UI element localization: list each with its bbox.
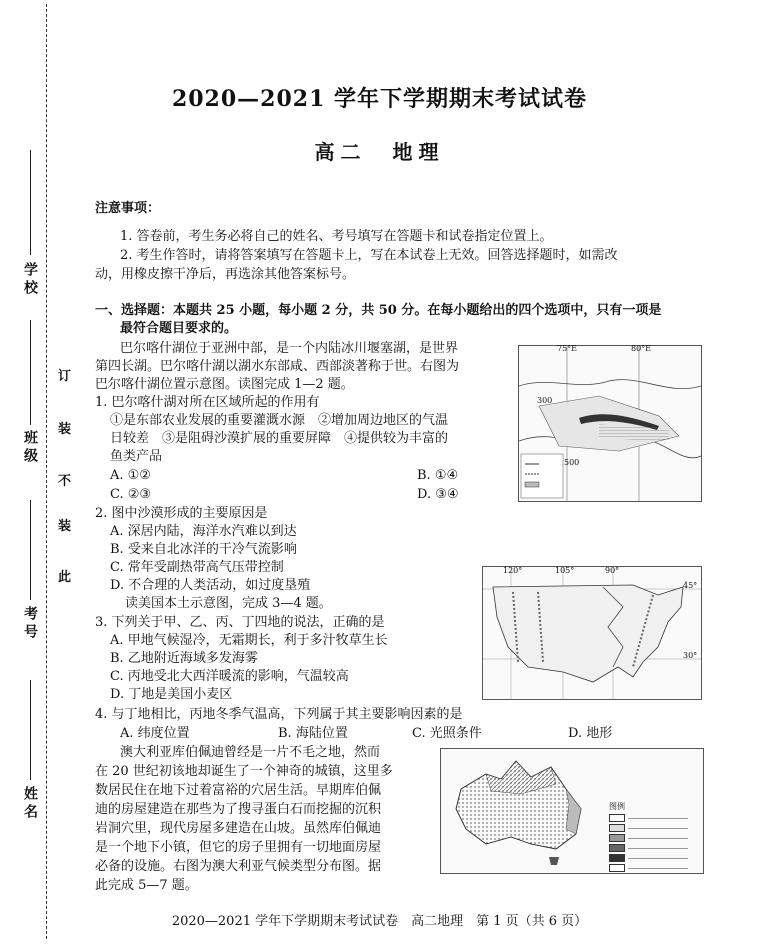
- notice-item-2b: 动，用橡皮擦干净后，再选涂其他答案标号。: [95, 267, 356, 282]
- q4-option-c[interactable]: C. 光照条件: [412, 726, 482, 741]
- notice-heading: 注意事项：: [95, 201, 161, 216]
- page-footer: 2020—2021 学年下学期期末考试试卷 高二地理 第 1 页（共 6 页）: [171, 914, 588, 929]
- balkhash-map-graphic: [519, 346, 701, 501]
- q4-option-b[interactable]: B. 海陆位置: [278, 726, 348, 741]
- q3-option-a[interactable]: A. 甲地气候湿冷，无霜期长，利于多汁牧草生长: [110, 633, 388, 648]
- q3-option-b[interactable]: B. 乙地附近海域多发海雾: [110, 651, 258, 666]
- q3-stem: 3. 下列关于甲、乙、丙、丁四地的说法，正确的是: [95, 615, 385, 630]
- passage-2-line-4: 迪的房屋建造在那些为了搜寻蛋白石而挖掘的沉积: [95, 802, 382, 817]
- q4-option-a[interactable]: A. 纬度位置: [120, 726, 190, 741]
- q3-option-c[interactable]: C. 丙地受北大西洋暖流的影响，气温较高: [110, 669, 349, 684]
- passage-2-line-2: 在 20 世纪初该地却诞生了一个神奇的城镇，这里多: [95, 764, 393, 779]
- passage-2-line-7: 必备的设施。右图为澳大利亚气候类型分布图。据: [95, 859, 382, 874]
- margin-class-label: 班级: [22, 430, 38, 466]
- legend-row-1: [609, 814, 699, 822]
- q3-option-d[interactable]: D. 丁地是美国小麦区: [110, 687, 233, 702]
- legend-title: 图例: [609, 802, 625, 811]
- page-title: 2020—2021 学年下学期期末考试试卷: [171, 86, 588, 112]
- balkhash-lake-map: [518, 345, 702, 502]
- australia-map-legend: [609, 801, 699, 874]
- usa-map-graphic: [483, 567, 701, 699]
- map2-lon-105: 105°: [555, 566, 575, 575]
- usa-map: [482, 566, 702, 700]
- map1-lon-75: 75°E: [557, 344, 578, 353]
- passage-2-line-5: 岩洞穴里，现代房屋多建造在山坡。虽然库伯佩迪: [95, 821, 382, 836]
- page-subtitle: 高二 地理: [314, 140, 445, 164]
- q1-option-b[interactable]: B. ①④: [417, 468, 459, 483]
- margin-school-label: 学校: [22, 262, 38, 298]
- legend-row-5: [609, 854, 699, 862]
- seal-char-3: 不: [58, 474, 72, 489]
- q1-statements-2: 日较差 ③是阻碍沙漠扩展的重要屏障 ④提供较为丰富的: [110, 431, 449, 446]
- q2-option-a[interactable]: A. 深居内陆，海洋水汽难以到达: [110, 524, 297, 539]
- passage-2-line-3: 数居民住在地下过着富裕的穴居生活。早期库伯佩: [95, 783, 382, 798]
- notice-item-1: 1. 答卷前，考生务必将自己的姓名、考号填写在答题卡和试卷指定位置上。: [120, 229, 553, 244]
- legend-row-3: [609, 834, 699, 842]
- q2-option-b[interactable]: B. 受来自北冰洋的干冷气流影响: [110, 542, 297, 557]
- map2-lon-120: 120°: [503, 566, 523, 575]
- passage-2-line-6: 是一个地下小镇，但它的房子里拥有一切地面房屋: [95, 840, 382, 855]
- notice-item-2a: 2. 考生作答时，请将答案填写在答题卡上，写在本试卷上无效。回答选择题时，如需改: [120, 248, 618, 263]
- map2-lon-90: 90°: [605, 566, 620, 575]
- seal-char-2: 装: [58, 422, 72, 437]
- section-1-heading-cont: 最符合题目要求的。: [120, 321, 238, 336]
- seal-char-1: 订: [58, 369, 72, 384]
- seal-char-4: 装: [58, 519, 72, 534]
- q2-option-c[interactable]: C. 常年受副热带高气压带控制: [110, 560, 284, 575]
- q4-stem: 4. 与丁地相比，丙地冬季气温高，下列属于其主要影响因素的是: [95, 707, 463, 722]
- q1-option-c[interactable]: C. ②③: [110, 487, 152, 502]
- q3-4-intro: 读美国本土示意图，完成 3—4 题。: [125, 596, 332, 611]
- margin-name-label: 姓名: [22, 786, 38, 822]
- q1-option-d[interactable]: D. ③④: [417, 487, 459, 502]
- legend-row-6: [609, 864, 699, 872]
- q1-statements-1: ①是东部农业发展的重要灌溉水源 ②增加周边地区的气温: [110, 413, 449, 428]
- legend-row-2: [609, 824, 699, 832]
- passage-2-line-8: 此完成 5—7 题。: [95, 878, 198, 893]
- q1-option-a[interactable]: A. ①②: [110, 468, 151, 483]
- margin-exam-no-field[interactable]: [30, 500, 31, 600]
- passage-2-line-1: 澳大利亚库伯佩迪曾经是一片不毛之地，然而: [120, 745, 381, 760]
- q1-statements-3: 鱼类产品: [110, 449, 163, 464]
- section-1-heading: 一、选择题：本题共 25 小题，每小题 2 分，共 50 分。在每小题给出的四个选项中，只有一项是: [95, 303, 662, 318]
- australia-climate-map: [440, 748, 704, 874]
- passage-1-line-1: 巴尔喀什湖位于亚洲中部，是一个内陆冰川堰塞湖，是世界: [120, 341, 459, 356]
- margin-exam-no-label: 考号: [22, 606, 38, 642]
- q2-option-d[interactable]: D. 不合理的人类活动，如过度垦殖: [110, 578, 311, 593]
- margin-name-field[interactable]: [30, 680, 31, 780]
- margin-class-field[interactable]: [30, 320, 31, 425]
- seal-char-5: 此: [58, 570, 72, 585]
- margin-school-field[interactable]: [30, 150, 31, 255]
- map1-contour-300: 300: [537, 396, 553, 405]
- map2-lat-45: 45°: [683, 581, 698, 590]
- q4-option-d[interactable]: D. 地形: [568, 726, 613, 741]
- map1-contour-500: 500: [564, 458, 580, 467]
- passage-1-line-3: 巴尔喀什湖位置示意图。读图完成 1—2 题。: [95, 377, 354, 392]
- map2-lat-30: 30°: [683, 651, 698, 660]
- q2-stem: 2. 图中沙漠形成的主要原因是: [95, 506, 268, 521]
- legend-row-4: [609, 844, 699, 852]
- map1-lon-80: 80°E: [631, 344, 652, 353]
- q1-stem: 1. 巴尔喀什湖对所在区域所起的作用有: [95, 395, 320, 410]
- australia-map-graphic: [441, 749, 601, 873]
- passage-1-line-2: 第四长湖。巴尔喀什湖以湖水东部咸、西部淡著称于世。右图为: [95, 359, 460, 374]
